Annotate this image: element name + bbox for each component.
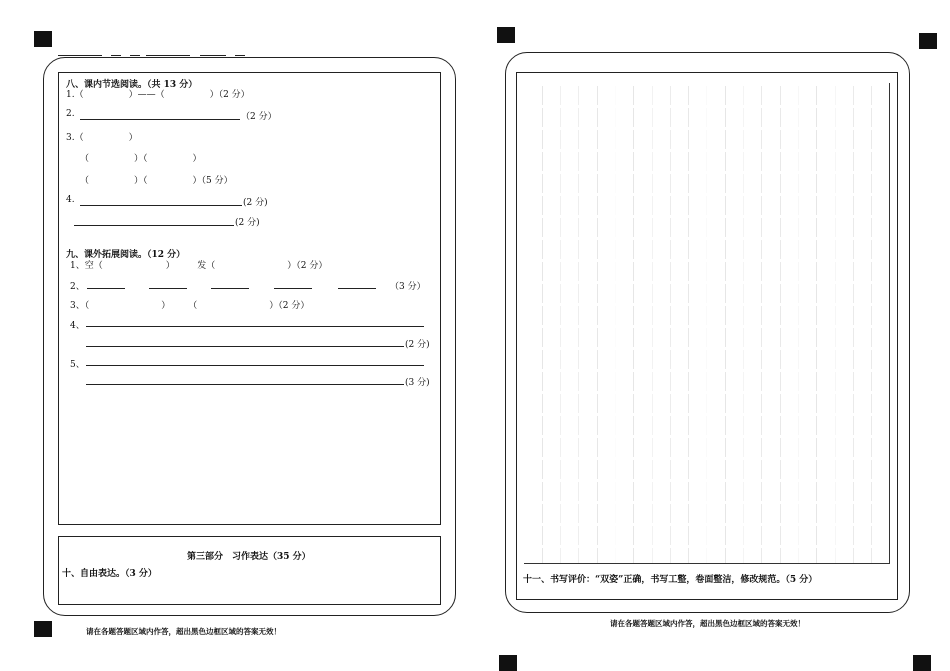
sec8-q2-number: 2.: [66, 109, 75, 119]
answer-line[interactable]: [86, 384, 404, 385]
header-dash: [200, 55, 226, 56]
right-footer-note: 请在各题答题区域内作答，超出黑色边框区域的答案无效！: [610, 619, 805, 628]
registration-mark-bottom-left: [34, 621, 52, 637]
sec8-q4-score-a: (2 分): [243, 198, 268, 208]
registration-mark-top-middle: [497, 27, 515, 43]
question-11: 十一、书写评价：“双姿”正确，书写工整，卷面整洁，修改规范。（5 分）: [523, 575, 818, 585]
sec9-q2-number: 2、: [70, 282, 85, 292]
answer-line[interactable]: [274, 288, 312, 289]
sec8-q1: 1.（ ）——（ ）（2 分）: [66, 90, 250, 100]
answer-line[interactable]: [211, 288, 249, 289]
composition-grid[interactable]: [524, 83, 890, 564]
answer-line[interactable]: [149, 288, 187, 289]
left-footer-note: 请在各题答题区域内作答，超出黑色边框区域的答案无效！: [86, 627, 281, 636]
sec8-q2-score: （2 分）: [241, 112, 277, 122]
header-dash: [235, 55, 245, 56]
section-8-title: 八、课内节选阅读。（共 13 分）: [66, 80, 198, 90]
answer-line[interactable]: [86, 326, 424, 327]
header-dash: [146, 55, 190, 56]
sec9-q5-number: 5、: [70, 360, 85, 370]
registration-mark-top-right: [919, 33, 937, 49]
registration-mark-bottom-middle: [499, 655, 517, 671]
header-dash: [58, 55, 102, 56]
answer-line[interactable]: [87, 288, 125, 289]
part-3-title: 第三部分 习作表达（35 分）: [187, 552, 311, 562]
header-dash: [111, 55, 121, 56]
sec8-q4-score-b: (2 分): [235, 218, 260, 228]
answer-line[interactable]: [80, 119, 240, 120]
sec9-q4-number: 4、: [70, 321, 85, 331]
question-10: 十、自由表达。（3 分）: [62, 569, 157, 579]
sec9-q4-score: (2 分): [405, 340, 430, 350]
registration-mark-top-left: [34, 31, 52, 47]
sec9-q1: 1、空（ ） 发（ ）（2 分）: [70, 261, 328, 271]
answer-line[interactable]: [80, 205, 242, 206]
sec8-q3-line-b: （ ）（ ）: [80, 154, 202, 164]
sec9-q2-score: （3 分）: [390, 282, 426, 292]
answer-line[interactable]: [338, 288, 376, 289]
answer-line[interactable]: [74, 225, 234, 226]
sec9-q3: 3、（ ） （ ）（2 分）: [70, 301, 310, 311]
sec8-q3-line-c: （ ）（ ）（5 分）: [80, 176, 233, 186]
answer-line[interactable]: [86, 346, 404, 347]
header-dash: [130, 55, 140, 56]
registration-mark-bottom-right: [913, 655, 931, 671]
answer-line[interactable]: [86, 365, 424, 366]
sec8-q3-line-a: 3.（ ）: [66, 133, 138, 143]
sec8-q4-number: 4.: [66, 195, 75, 205]
section-9-title: 九、课外拓展阅读。（12 分）: [66, 250, 186, 260]
sec9-q5-score: (3 分): [405, 378, 430, 388]
